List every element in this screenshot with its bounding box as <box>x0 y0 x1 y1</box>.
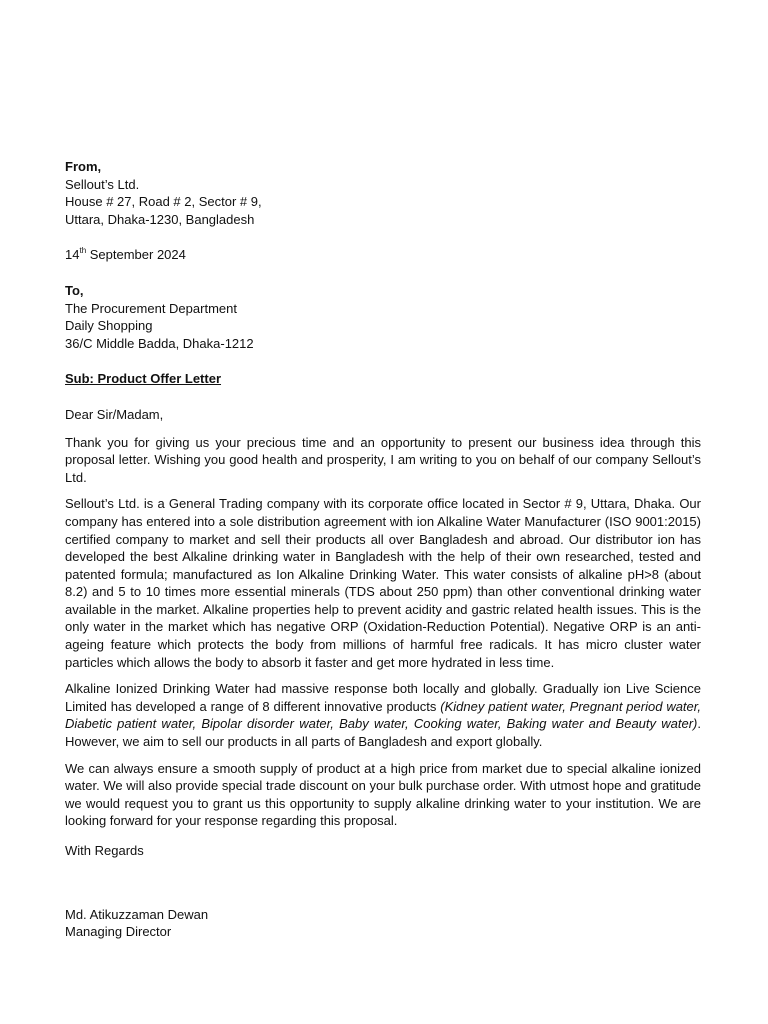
date-rest: September 2024 <box>86 247 186 263</box>
recipient-heading: To, <box>65 282 84 298</box>
salutation: Dear Sir/Madam, <box>65 406 164 422</box>
letter-date <box>65 246 701 264</box>
closing: With Regards <box>65 843 144 858</box>
date-day: 14 <box>65 247 80 263</box>
products-text-end: . However, we aim to sell our products in all parts of Bangladesh and export globally. <box>65 716 701 750</box>
letter-subject: Sub: Product Offer Letter <box>65 371 222 387</box>
signatory-name: Md. Atikuzzaman Dewan <box>65 906 209 922</box>
signature-block <box>65 906 701 941</box>
sender-block <box>65 158 701 228</box>
paragraph-company: Sellout’s Ltd. is a General Trading company with its corporate office located in Sector # 9, Uttara, Dhaka. Our company has entered into a sole distribution agreement with ion Alkaline Water Manufacturer (ISO 9001:2015) certified company to market and sell their products all over Bangladesh and abroad. Our distributor ion has developed the best Alkaline drinking water in Bangladesh with the help of their own researched, tested and patented formula; manufactured as Ion Alkaline Drinking Water. This water consists of alkaline pH>8 (about 8.2) and 5 to 10 times more essential minerals (TDS about 250 ppm) than other conventional drinking water available in the market. Alkaline properties help to prevent acidity and gastric related health issues. This is the only water in the market which has negative ORP (Oxidation-Reduction Potential). Negative ORP is an anti-ageing feature which protects the body from millions of harmful free radicals. It has micro cluster water particles which allows the body to absorb it faster and get more hydrated in less time. <box>65 496 701 670</box>
sender-address-line1: House # 27, Road # 2, Sector # 9, <box>65 194 262 210</box>
sender-address-line2: Uttara, Dhaka-1230, Bangladesh <box>65 211 255 227</box>
date-suffix: th <box>79 246 87 256</box>
recipient-department: The Procurement Department <box>65 300 237 316</box>
recipient-company: Daily Shopping <box>65 318 153 334</box>
letter-page <box>65 158 701 941</box>
products-list: (Kidney patient water, Pregnant period water, Diabetic patient water, Bipolar disorder water, Baby water, Cooking water, Baking water and Beauty water) <box>65 698 701 732</box>
sender-company: Sellout’s Ltd. <box>65 176 140 192</box>
recipient-block <box>65 282 701 352</box>
sender-heading: From, <box>65 159 102 174</box>
paragraph-supply: We can always ensure a smooth supply of product at a high price from market due to special alkaline ionized water. We will also provide special trade discount on your bulk purchase order. With utmost hope and gratitude we would request you to grant us this opportunity to supply alkaline drinking water to your institution. We are looking forward for your response regarding this proposal. <box>65 760 701 829</box>
products-text-start: Alkaline Ionized Drinking Water had massive response both locally and globally. Gradually ion Live Science Limited has developed a range of 8 different innovative products <box>65 681 701 714</box>
paragraph-intro: Thank you for giving us your precious time and an opportunity to present our business idea through this proposal letter. Wishing you good health and prosperity, I am writing to you on behalf of our company Sellout’s Ltd. <box>65 434 701 485</box>
signatory-title: Managing Director <box>65 924 172 940</box>
paragraph-products <box>65 680 701 750</box>
recipient-address: 36/C Middle Badda, Dhaka-1212 <box>65 335 254 351</box>
